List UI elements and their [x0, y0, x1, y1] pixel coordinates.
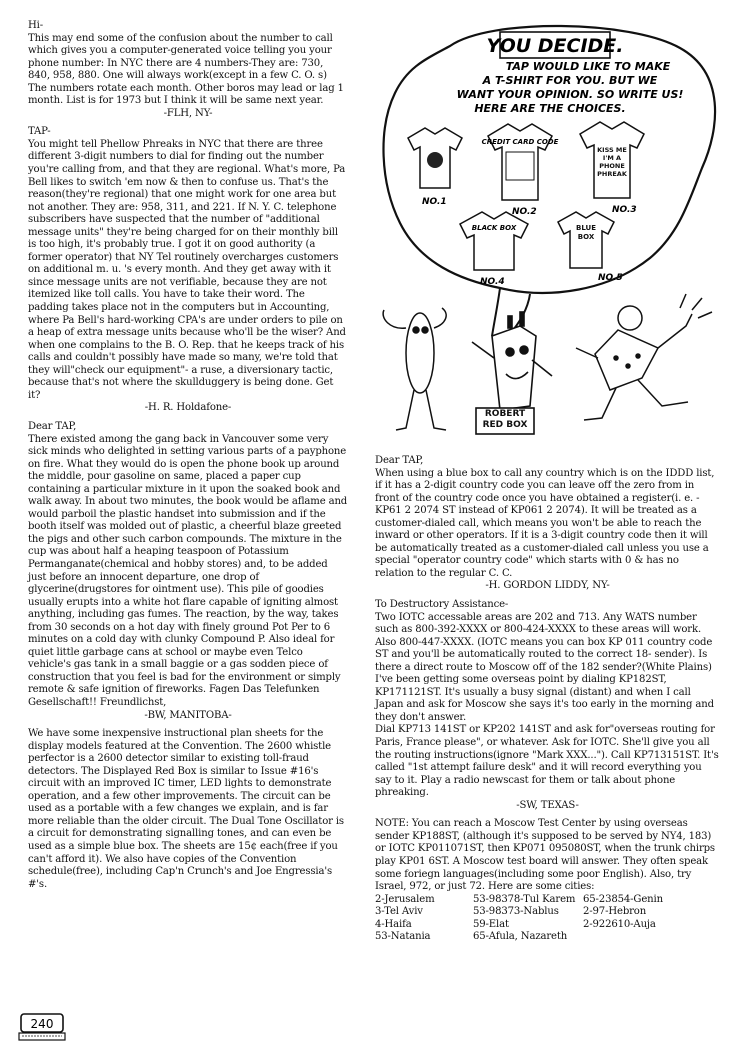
cartoon-headline: YOU DECIDE. [486, 35, 624, 57]
shirt-5-print: BLUE BOX [575, 224, 596, 241]
bubble-tail [492, 288, 500, 336]
cities-list [375, 894, 720, 944]
shirt-5-label: NO.5 [598, 273, 623, 283]
right-column [375, 455, 720, 950]
city-entry: 2-97-Hebron [583, 906, 647, 918]
letter-signature: -H. GORDON LIDDY, NY- [485, 580, 610, 592]
shirt-1 [408, 128, 462, 207]
city-entry: 4-Haifa [375, 918, 412, 930]
city-entry: 59-Elat [473, 918, 509, 930]
shirt-5 [558, 212, 623, 283]
right-letter [375, 455, 720, 593]
city-entry: 53-98373-Nablus [473, 906, 559, 918]
letter-signature: -SW, TEXAS- [516, 799, 579, 811]
letter-body: NOTE: You can reach a Moscow Test Center by using overseas sender KP188ST, (although it's supposed to be served by NY4, 183) or IOTC KP011071ST, then KP071 095080ST, when the trunk chirps play KP01 6ST. A Moscow test board will answer. They often speak some foriegn languages(including some poor English). Also, try Israel, 972, or just 72. Here are some cities: [375, 818, 715, 893]
cartoon-line-3: WANT YOUR OPINION. SO WRITE US! [456, 88, 684, 101]
dancing-character [576, 294, 712, 420]
city-entry: 65-Afula, Nazareth [473, 931, 568, 943]
shirt-2-print: CREDIT CARD CODE [481, 138, 559, 146]
letter-salutation: Dear TAP, [375, 455, 424, 466]
city-entry: 2-Jerusalem [375, 893, 435, 905]
cartoon-line-2: A T-SHIRT FOR YOU. BUT WE [482, 74, 658, 87]
page-number: 240 [30, 1017, 54, 1031]
shirt-4-label: NO.4 [480, 277, 505, 287]
city-entry: 53-98378-Tul Karem [473, 893, 576, 905]
t-shirt-cartoon [380, 18, 725, 438]
shirt-3-print: KISS ME I'M A PHONE PHREAK [597, 146, 627, 178]
cartoon-line-1: TAP WOULD LIKE TO MAKE [505, 60, 671, 73]
city-entry: 53-Natania [375, 931, 431, 943]
letter-body: This may end some of the confusion about the number to call which gives you a computer-generated voice telling you your phone number: In NYC there are 4 numbers-They are: 730, 840, 958, 880. One will always work(except in a few C. O. s) The numbers rotate each month. Other boros may lead or lag 1 month. List is for 1973 but I think it will be same next year. [28, 32, 344, 107]
shirt-1-label: NO.1 [422, 197, 447, 207]
cartoon-line-4: HERE ARE THE CHOICES. [474, 102, 626, 115]
letter-salutation: Hi- [28, 20, 43, 31]
left-letter [28, 728, 348, 891]
letter-body: We have some inexpensive instructional plan sheets for the display models featured at the Convention. The 2600 whistle perfector is a 2600 detector similar to existing toll-fraud detectors. The Displayed Red Box is similar to Issue #16's circuit with an improved IC timer, LED lights to demonstrate operation, and a few other improvements. The circuit can be used as a portable with a few changes we explain, and is far more reliable than the older circuit. The Dual Tone Oscillator is a circuit for demonstrating signalling tones, and can even be used as a simple blue box. The sheets are 15¢ each(free if you can't afford it). We also have copies of the Convention schedule(free), including Cap'n Crunch's and Joe Engressia's #'s. [28, 728, 344, 890]
right-letter [375, 599, 720, 812]
letter-signature: -BW, MANITOBA- [144, 709, 232, 721]
letter-body: There existed among the gang back in Vancouver some very sick minds who delighted in setting various parts of a payphone on fire. What they would do is open the phone book up around the middle, pour gasoline on same, placed a paper cup containing a particular mixture in it upon the soaked book and walk away. In about two minutes, the book would be aflame and would parboil the plastic handset into submission and if the booth itself was molded out of plastic, a cheerful blaze greeted the pigs and other such carbon compounds. The mixture in the cup was about half a heaping teaspoon of Potassium Permanganate(chemical and hobby stores) and, to be added just before an innocent departure, one drop of glycerine(drugstores for ointment use). This pile of goodies usually erupts into a white hot flare capable of igniting almost anything, including gas fumes. The reaction, by the way, takes from 30 seconds on a hot day with finely ground Pot Per to 6 minutes on a cold day with clunky Compound P. Also ideal for quiet little garbage cans at school or maybe even Telco vehicle's gas tank in a small baggie or a gas sodden piece of construction that you feel is bad for the environment or simply remote & safe ignition of fireworks. Fagen Das Telefunken Gesellschaft!! Freundlichst, [28, 433, 348, 708]
city-entry: 3-Tel Aviv [375, 906, 423, 918]
shirt-2-label: NO.2 [512, 207, 537, 217]
left-letter [28, 421, 348, 722]
shirt-4-print: BLACK BOX [471, 224, 517, 232]
right-letter [375, 818, 720, 943]
city-entry [583, 931, 693, 944]
letter-salutation: TAP- [28, 126, 51, 138]
shirt-3-label: NO.3 [612, 205, 637, 215]
letter-signature: -FLH, NY- [163, 107, 213, 119]
shirt-2 [482, 124, 559, 217]
letter-salutation: To Destructory Assistance- [375, 599, 509, 611]
character-label: ROBERT RED BOX [482, 409, 528, 430]
left-letter [28, 20, 348, 120]
letter-signature: -H. R. Holdafone- [144, 402, 232, 414]
letter-body: Two IOTC accessable areas are 202 and 713. Any WATS number such as 800-392-XXXX or 800-424-XXXX to these areas will work. Also 800-447-XXXX. (IOTC means you can box KP 011 country code ST and you'll be automatically routed to the correct 18- sender). Is there a direct route to Moscow off of the 182 sender?(White Plains) I've been getting some overseas point by dialing KP182ST, KP171121ST. It's usually a busy signal (distant) and when I call Japan and ask for Moscow she says it's too early in the morning and they don't answer. Dial KP713 141ST or KP202 141ST and ask for"overseas routing for Paris, France please", or whatever. Ask for IOTC. She'll give you all the routing instructions(ignore "Mark XXX..."). Call KP713151ST. It's called "1st attempt failure desk" and it will record everything you say to it. Play a radio newscast for them or talk about phone phreaking. [375, 611, 719, 799]
keyboard-icon [19, 1033, 65, 1040]
city-entry: 65-23854-Genin [583, 893, 663, 905]
page-number-badge [18, 1012, 68, 1042]
shirt-3 [580, 122, 644, 215]
left-letter [28, 126, 348, 415]
letter-body: When using a blue box to call any country which is on the IDDD list, if it has a 2-digit country code you can leave off the zero from in front of the country code once you have obtained a register(i. e. -KP61 2 2074 ST instead of KP061 2 2074). It will be treated as a customer-dialed call, which means you won't be able to reach the inward or other operators. If it is a 3-digit country code then it will be automatically treated as a customer-dialed call unless you use a special "operator country code" which starts with 0 & has no relation to the regular C. C. [375, 467, 715, 579]
skull-icon [427, 152, 443, 168]
city-entry: 2-922610-Auja [583, 918, 656, 930]
letter-salutation: Dear TAP, [28, 420, 77, 432]
letter-body: You might tell Phellow Phreaks in NYC that there are three different 3-digit numbers to dial for finding out the number you're calling from, and that they are regional. What's more, Pa Bell likes to switch 'em now & then to confuse us. That's the reason(they're regional) that one might work for one area but not another. They are: 958, 311, and 221. If N. Y. C. telephone subscribers have suspected that the number of "additional message units" they're being charged for on their monthly bill is too high, it's probably true. I got it on good authority (a former operator) that NY Tel routinely overcharges customers on additional m. u. 's every month. And they get away with it since message units are not verifiable, because they are not itemized like toll calls. You have to take their word. The padding takes place not in the computers but in Accounting, where Pa Bell's hard-working CPA's are under orders to pile on a heap of extra message units because who'll be the wiser? And when one complains to the B. O. Rep. that he keeps track of his calls and couldn't possibly have made so many, we're told that they will"check our equipment"- a ruse, a diversionary tactic, because that's not where the skullduggery is being done. Get it? [28, 138, 346, 401]
left-column [28, 20, 348, 897]
insect-character [383, 308, 446, 430]
shirt-4 [460, 212, 528, 287]
